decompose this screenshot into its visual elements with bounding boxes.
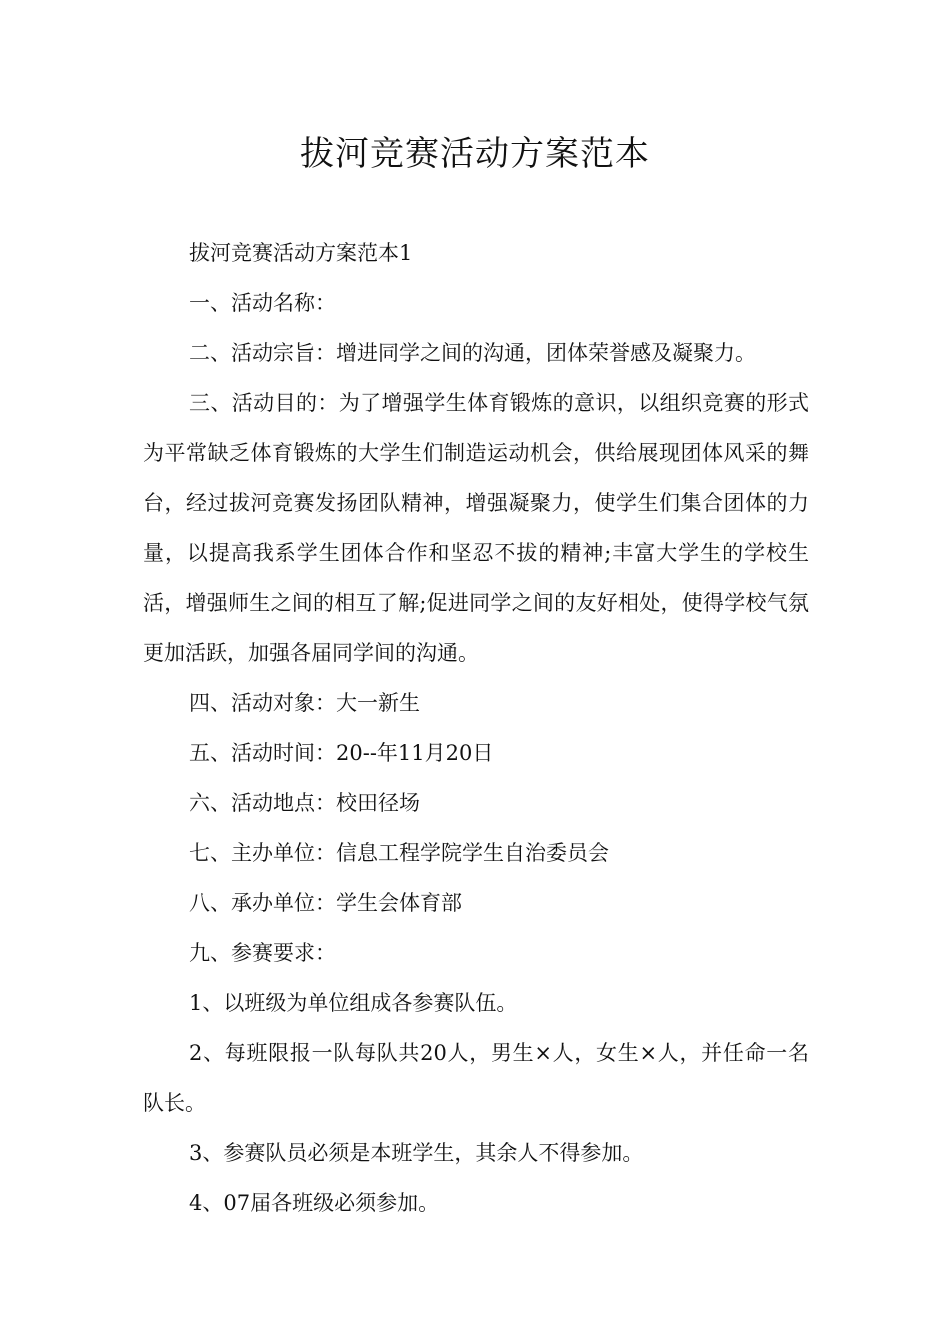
organizer-item: 七、主办单位：信息工程学院学生自治委员会: [189, 841, 609, 865]
requirements-heading: 九、参赛要求：: [189, 941, 336, 965]
activity-time-item: 五、活动时间：20--年11月20日: [189, 741, 494, 765]
requirement-item: 4、07届各班级必须参加。: [189, 1191, 440, 1215]
document-body: [143, 228, 809, 1228]
section-heading: 拔河竞赛活动方案范本1: [189, 241, 413, 265]
activity-target-item: 四、活动对象：大一新生: [189, 691, 420, 715]
activity-location-item: 六、活动地点：校田径场: [189, 791, 420, 815]
document-title: 拔河竞赛活动方案范本: [300, 134, 650, 174]
requirement-item: 2、每班限报一队每队共20人，男生×人，女生×人，并任命一名队长。: [143, 1041, 809, 1115]
activity-goal-item: 三、活动目的：为了增强学生体育锻炼的意识，以组织竞赛的形式为平常缺乏体育锻炼的大学生们制造运动机会，供给展现团体风采的舞台，经过拔河竞赛发扬团队精神，增强凝聚力，使学生们集合团体的力量，以提高我系学生团体合作和坚忍不拔的精神;丰富大学生的学校生活，增强师生之间的相互了解;促进同学之间的友好相处，使得学校气氛更加活跃，加强各届同学间的沟通。: [143, 391, 809, 665]
activity-name-item: 一、活动名称：: [189, 291, 336, 315]
requirement-item: 3、参赛队员必须是本班学生，其余人不得参加。: [189, 1141, 644, 1165]
activity-purpose-item: 二、活动宗旨：增进同学之间的沟通，团体荣誉感及凝聚力。: [189, 341, 756, 365]
co-organizer-item: 八、承办单位：学生会体育部: [189, 891, 462, 915]
requirement-item: 1、以班级为单位组成各参赛队伍。: [189, 991, 518, 1015]
